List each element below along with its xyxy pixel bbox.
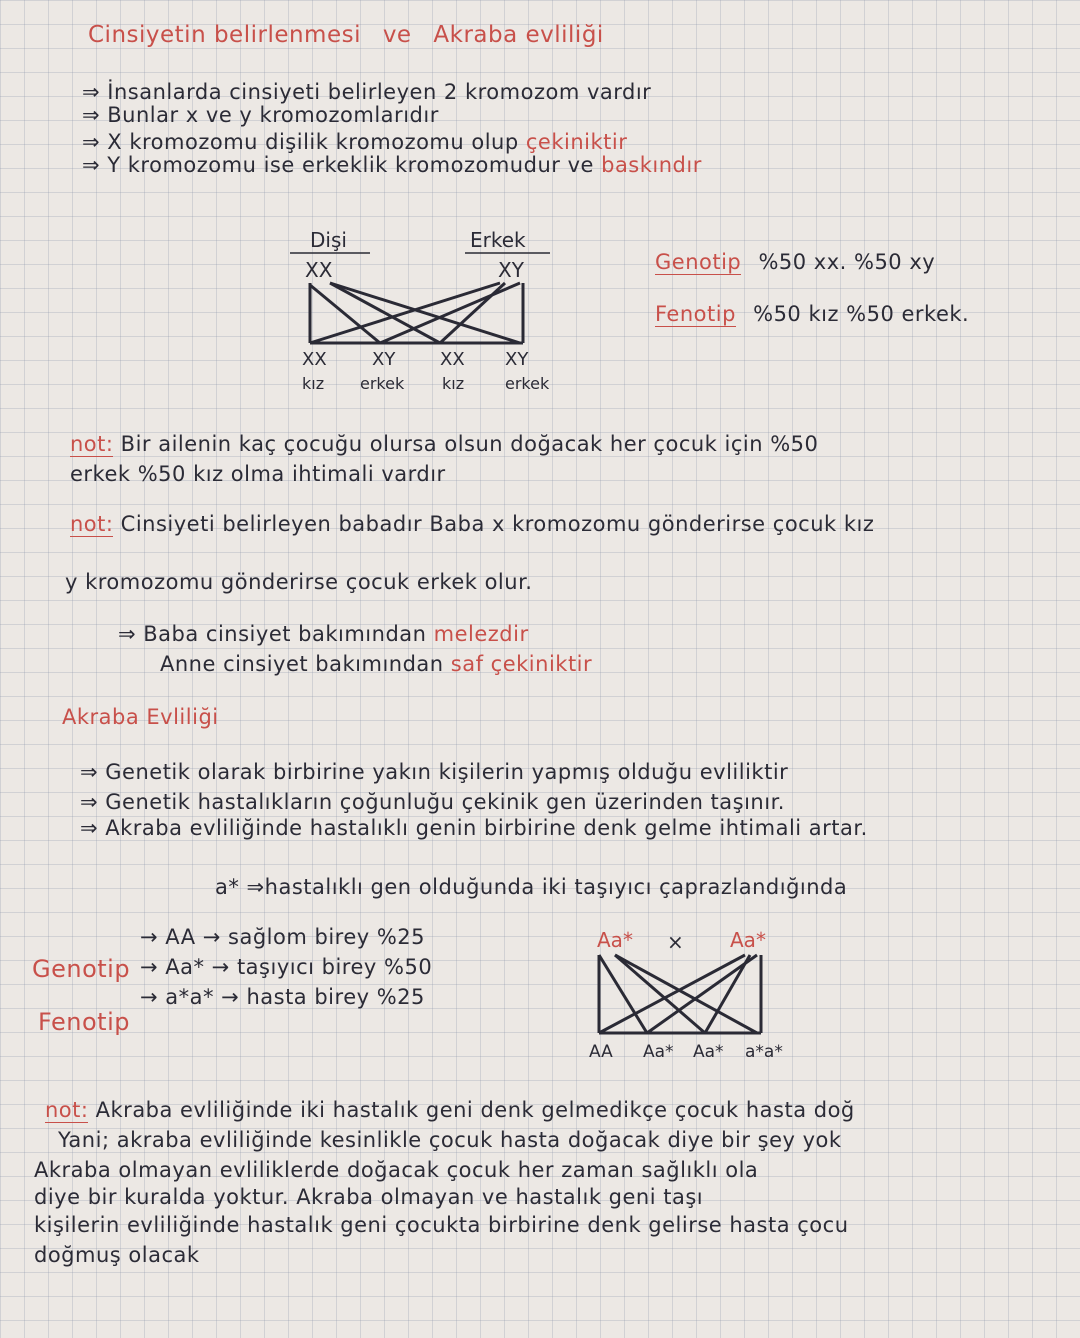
cross-line — [705, 955, 750, 1033]
offspring-3-sex: kız — [442, 374, 465, 393]
parent-2-genotype: Aa* — [730, 928, 766, 952]
page-title — [88, 22, 604, 48]
parent-1-genotype: Aa* — [597, 928, 633, 952]
sex-cross-diagram — [280, 225, 610, 405]
title-part-3: Akraba evliliği — [433, 22, 604, 48]
phenotype-label-1: Fenotip — [655, 302, 736, 326]
bullet-3-red: çekiniktir — [525, 130, 628, 154]
genotype-ratio-1 — [655, 250, 935, 274]
note-3-line-5: kişilerin evliliğinde hastalık geni çocukta birbirine denk gelirse hasta çocu — [34, 1213, 849, 1237]
note-1-line-1 — [70, 432, 818, 456]
phenotype-ratio-1 — [655, 302, 969, 326]
offspring-2-4: a*a* — [745, 1042, 783, 1062]
akraba-bullet-3: ⇒ Akraba evliliğinde hastalıklı genin birbirine denk gelme ihtimali artar. — [80, 816, 868, 840]
baba-red: melezdir — [433, 622, 529, 646]
male-genotype: XY — [498, 258, 524, 282]
note-3-line-2: Yani; akraba evliliğinde kesinlikle çocuk hasta doğacak diye bir şey yok — [58, 1128, 842, 1152]
note-3-line-3: Akraba olmayan evliliklerde doğacak çocuk her zaman sağlıklı ola — [34, 1158, 759, 1182]
anne-line — [160, 652, 592, 676]
bullet-2: ⇒ Bunlar x ve y kromozomlarıdır — [82, 103, 439, 127]
female-genotype: XX — [305, 258, 333, 282]
offspring-4-sex: erkek — [505, 374, 550, 393]
akraba-heading: Akraba Evliliği — [62, 705, 219, 729]
cross-line — [647, 955, 757, 1033]
bullet-4 — [82, 153, 702, 177]
offspring-2-geno: XY — [372, 349, 396, 370]
baba-text: ⇒ Baba cinsiyet bakımından — [118, 622, 427, 646]
offspring-2-sex: erkek — [360, 374, 405, 393]
note-2-line-2: y kromozomu gönderirse çocuk erkek olur. — [65, 570, 533, 594]
bullet-4-red: baskındır — [601, 153, 702, 177]
ratio-row-1: → AA → sağlom birey %25 — [140, 925, 426, 949]
phenotype-value-1: %50 kız %50 erkek. — [753, 302, 970, 326]
genotype-label-1: Genotip — [655, 250, 742, 274]
note-3-line-1 — [45, 1098, 855, 1122]
baba-line — [118, 622, 529, 646]
offspring-4-geno: XY — [505, 349, 529, 370]
note-2-line-1 — [70, 512, 874, 536]
offspring-2-3: Aa* — [693, 1042, 724, 1062]
note-3-line-6: doğmuş olacak — [34, 1243, 200, 1267]
cross-line — [310, 285, 380, 343]
offspring-1-geno: XX — [302, 349, 327, 370]
note-1-line-2: erkek %50 kız olma ihtimali vardır — [70, 462, 446, 486]
note-3-line-4: diye bir kuralda yoktur. Akraba olmayan ve hastalık geni taşı — [34, 1185, 704, 1209]
bullet-1: ⇒ İnsanlarda cinsiyeti belirleyen 2 kromozom vardır — [82, 80, 652, 104]
carrier-line: a* ⇒hastalıklı gen olduğunda iki taşıyıcı çaprazlandığında — [215, 875, 848, 899]
offspring-1-sex: kız — [302, 374, 325, 393]
note-1-label: not: — [70, 432, 114, 456]
male-label: Erkek — [470, 228, 526, 252]
cross-line — [599, 955, 745, 1033]
genotype-label-2: Genotip — [32, 955, 131, 983]
cross-symbol: × — [667, 930, 684, 954]
bullet-3 — [82, 130, 627, 154]
phenotype-label-2: Fenotip — [38, 1008, 130, 1036]
cross-line — [615, 955, 705, 1033]
carrier-cross-diagram — [585, 925, 825, 1065]
offspring-3-geno: XX — [440, 349, 465, 370]
note-2-text-1: Cinsiyeti belirleyen babadır Baba x kromozomu gönderirse çocuk kız — [120, 512, 875, 536]
title-part-1: Cinsiyetin belirlenmesi — [88, 22, 361, 48]
note-2-label: not: — [70, 512, 114, 536]
offspring-2-1: AA — [589, 1042, 613, 1062]
note-1-text-1: Bir ailenin kaç çocuğu olursa olsun doğacak her çocuk için %50 — [120, 432, 819, 456]
genotype-value-1: %50 xx. %50 xy — [758, 250, 936, 274]
bullet-4-text: ⇒ Y kromozomu ise erkeklik kromozomudur ve — [82, 153, 594, 177]
female-label: Dişi — [310, 228, 347, 252]
title-part-2: ve — [382, 22, 412, 48]
anne-red: saf çekiniktir — [450, 652, 593, 676]
akraba-bullet-2: ⇒ Genetik hastalıkların çoğunluğu çekinik gen üzerinden taşınır. — [80, 790, 785, 814]
ratio-row-3: → a*a* → hasta birey %25 — [140, 985, 425, 1009]
cross-line — [615, 955, 757, 1033]
bullet-3-text: ⇒ X kromozomu dişilik kromozomu olup — [82, 130, 519, 154]
note-3-text-1: Akraba evliliğinde iki hastalık geni denk gelmedikçe çocuk hasta doğ — [95, 1098, 855, 1122]
ratio-row-2: → Aa* → taşıyıcı birey %50 — [140, 955, 433, 979]
offspring-2-2: Aa* — [643, 1042, 674, 1062]
anne-text: Anne cinsiyet bakımından — [160, 652, 444, 676]
note-3-label: not: — [45, 1098, 89, 1122]
akraba-bullet-1: ⇒ Genetik olarak birbirine yakın kişilerin yapmış olduğu evliliktir — [80, 760, 789, 784]
